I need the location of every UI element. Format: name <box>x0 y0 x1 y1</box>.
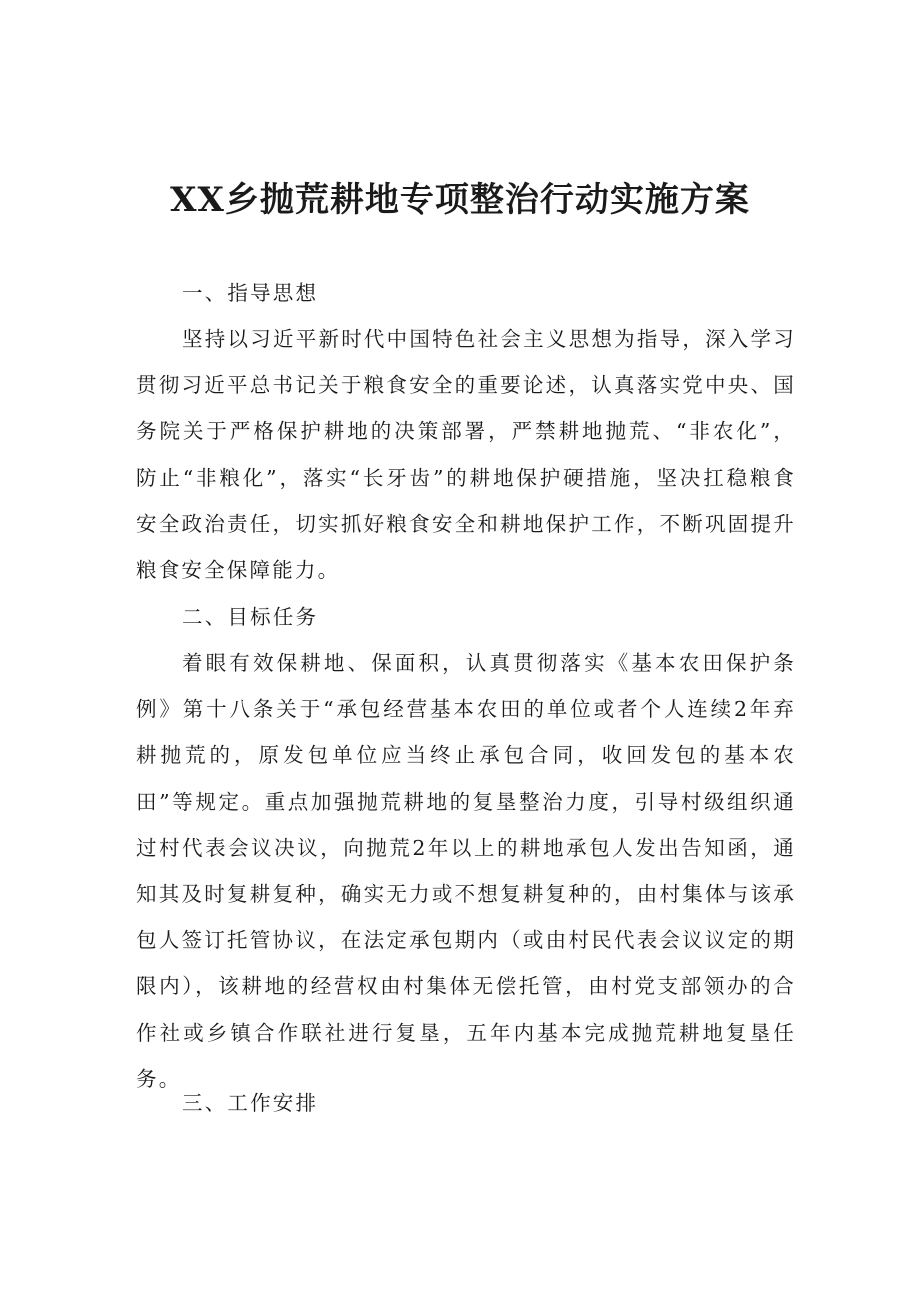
document-title: XX乡抛荒耕地专项整治行动实施方案 <box>170 180 750 220</box>
section-heading-objectives: 二、目标任务 <box>182 605 319 629</box>
section-paragraph-objectives: 着眼有效保耕地、保面积，认真贯彻落实《基本农田保护条例》第十八条关于“承包经营基本农田的单位或者个人连续2年弃耕抛荒的，原发包单位应当终止承包合同，收回发包的基本农田”等规定。重点加强抛荒耕地的复垦整治力度，引导村级组织通过村代表会议决议，向抛荒2年以上的耕地承包人发出告知函，通知其及时复耕复种，确实无力或不想复耕复种的，由村集体与该承包人签订托管协议，在法定承包期内（或由村民代表会议议定的期限内），该耕地的经营权由村集体无偿托管，由村党支部领办的合作社或乡镇合作联社进行复垦，五年内基本完成抛荒耕地复垦任务。 <box>136 651 796 1091</box>
section-heading-work-arrangement: 三、工作安排 <box>182 1091 319 1115</box>
section-paragraph-guiding-ideology: 坚持以习近平新时代中国特色社会主义思想为指导，深入学习贯彻习近平总书记关于粮食安全的重要论述，认真落实党中央、国务院关于严格保护耕地的决策部署，严禁耕地抛荒、“非农化”，防止“非粮化”，落实“长牙齿”的耕地保护硬措施，坚决扛稳粮食安全政治责任，切实抓好粮食安全和耕地保护工作，不断巩固提升粮食安全保障能力。 <box>136 327 796 583</box>
section-heading-guiding-ideology: 一、指导思想 <box>182 281 319 305</box>
